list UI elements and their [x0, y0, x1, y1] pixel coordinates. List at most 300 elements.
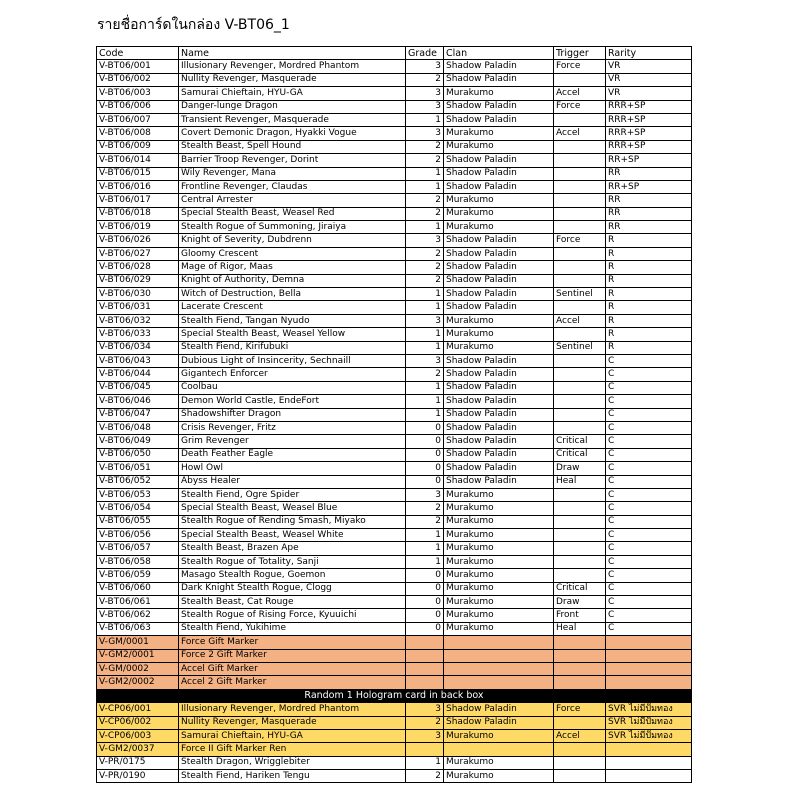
cell-name: Barrier Troop Revenger, Dorint — [179, 154, 406, 167]
cell-code: V-CP06/003 — [97, 729, 179, 742]
cell-name: Mage of Rigor, Maas — [179, 261, 406, 274]
table-row — [97, 529, 692, 542]
cell-grade: 3 — [406, 314, 444, 327]
cell-grade — [406, 743, 444, 756]
cell-grade: 2 — [406, 73, 444, 86]
cell-rarity: R — [606, 301, 692, 314]
table-row — [97, 582, 692, 595]
cell-name: Special Stealth Beast, Weasel White — [179, 529, 406, 542]
cell-clan: Shadow Paladin — [444, 154, 554, 167]
cell-name: Stealth Rogue of Rending Smash, Miyako — [179, 515, 406, 528]
cell-code: V-BT06/015 — [97, 167, 179, 180]
cell-name: Stealth Fiend, Kirifubuki — [179, 341, 406, 354]
cell-trigger — [554, 555, 606, 568]
cell-code: V-BT06/058 — [97, 555, 179, 568]
cell-grade: 2 — [406, 716, 444, 729]
cell-grade — [406, 649, 444, 662]
cell-name: Lacerate Crescent — [179, 301, 406, 314]
cell-rarity: C — [606, 542, 692, 555]
cell-grade: 2 — [406, 502, 444, 515]
cell-clan: Shadow Paladin — [444, 354, 554, 367]
table-row — [97, 408, 692, 421]
cell-rarity: C — [606, 381, 692, 394]
cell-code: V-BT06/045 — [97, 381, 179, 394]
table-row — [97, 770, 692, 783]
cell-trigger — [554, 368, 606, 381]
cell-trigger — [554, 662, 606, 675]
table-row — [97, 368, 692, 381]
table-row — [97, 622, 692, 635]
cell-trigger — [554, 180, 606, 193]
cell-rarity: C — [606, 475, 692, 488]
cell-rarity: C — [606, 555, 692, 568]
table-row — [97, 328, 692, 341]
cell-name: Dark Knight Stealth Rogue, Clogg — [179, 582, 406, 595]
cell-clan: Murakumo — [444, 127, 554, 140]
cell-trigger: Heal — [554, 622, 606, 635]
cell-name: Nullity Revenger, Masquerade — [179, 716, 406, 729]
table-row — [97, 662, 692, 675]
cell-name: Special Stealth Beast, Weasel Yellow — [179, 328, 406, 341]
cell-clan: Murakumo — [444, 582, 554, 595]
cell-clan: Murakumo — [444, 194, 554, 207]
cell-clan: Murakumo — [444, 87, 554, 100]
table-row — [97, 462, 692, 475]
cell-code: V-BT06/032 — [97, 314, 179, 327]
card-list-table — [96, 46, 692, 783]
cell-code: V-BT06/031 — [97, 301, 179, 314]
cell-trigger: Accel — [554, 314, 606, 327]
cell-rarity: RR — [606, 167, 692, 180]
cell-rarity: RRR+SP — [606, 140, 692, 153]
cell-code: V-BT06/044 — [97, 368, 179, 381]
cell-code: V-BT06/043 — [97, 354, 179, 367]
cell-clan: Murakumo — [444, 488, 554, 501]
cell-rarity: C — [606, 582, 692, 595]
table-row — [97, 87, 692, 100]
header-name: Name — [179, 47, 406, 60]
cell-clan: Shadow Paladin — [444, 73, 554, 86]
cell-trigger — [554, 381, 606, 394]
cell-trigger: Force — [554, 234, 606, 247]
cell-trigger: Force — [554, 703, 606, 716]
table-row — [97, 301, 692, 314]
cell-grade: 0 — [406, 622, 444, 635]
table-row — [97, 569, 692, 582]
table-row — [97, 743, 692, 756]
cell-clan — [444, 676, 554, 689]
cell-clan: Shadow Paladin — [444, 462, 554, 475]
cell-clan: Shadow Paladin — [444, 716, 554, 729]
cell-code: V-BT06/026 — [97, 234, 179, 247]
cell-name: Stealth Fiend, Ogre Spider — [179, 488, 406, 501]
cell-grade: 1 — [406, 341, 444, 354]
cell-code: V-BT06/051 — [97, 462, 179, 475]
cell-rarity: R — [606, 328, 692, 341]
cell-rarity: SVR ไม่มีปั๊มทอง — [606, 716, 692, 729]
cell-name: Abyss Healer — [179, 475, 406, 488]
cell-rarity — [606, 770, 692, 783]
banner-text: Random 1 Hologram card in back box — [97, 689, 692, 702]
cell-grade: 3 — [406, 100, 444, 113]
cell-clan: Murakumo — [444, 596, 554, 609]
table-row — [97, 180, 692, 193]
cell-rarity: R — [606, 274, 692, 287]
cell-rarity: R — [606, 314, 692, 327]
cell-grade: 0 — [406, 569, 444, 582]
cell-grade: 1 — [406, 529, 444, 542]
cell-code: V-BT06/053 — [97, 488, 179, 501]
cell-clan: Shadow Paladin — [444, 180, 554, 193]
cell-rarity: C — [606, 408, 692, 421]
cell-grade: 2 — [406, 154, 444, 167]
cell-rarity: RR — [606, 207, 692, 220]
cell-trigger — [554, 221, 606, 234]
cell-clan: Shadow Paladin — [444, 703, 554, 716]
cell-rarity: RR — [606, 194, 692, 207]
cell-grade: 3 — [406, 354, 444, 367]
cell-rarity: RR+SP — [606, 154, 692, 167]
cell-code: V-BT06/063 — [97, 622, 179, 635]
cell-code: V-BT06/059 — [97, 569, 179, 582]
cell-name: Samurai Chieftain, HYU-GA — [179, 87, 406, 100]
cell-name: Grim Revenger — [179, 435, 406, 448]
cell-clan: Murakumo — [444, 221, 554, 234]
cell-clan: Shadow Paladin — [444, 301, 554, 314]
cell-trigger — [554, 73, 606, 86]
cell-code: V-BT06/054 — [97, 502, 179, 515]
cell-code: V-BT06/006 — [97, 100, 179, 113]
cell-name: Stealth Fiend, Yukihime — [179, 622, 406, 635]
header-grade: Grade — [406, 47, 444, 60]
cell-trigger — [554, 488, 606, 501]
cell-rarity: C — [606, 529, 692, 542]
table-row — [97, 73, 692, 86]
table-row — [97, 113, 692, 126]
cell-code: V-BT06/057 — [97, 542, 179, 555]
cell-rarity — [606, 636, 692, 649]
cell-name: Masago Stealth Rogue, Goemon — [179, 569, 406, 582]
cell-clan: Murakumo — [444, 729, 554, 742]
cell-grade: 0 — [406, 435, 444, 448]
cell-trigger: Accel — [554, 87, 606, 100]
cell-grade: 2 — [406, 140, 444, 153]
cell-clan: Shadow Paladin — [444, 475, 554, 488]
cell-rarity — [606, 676, 692, 689]
cell-code: V-BT06/033 — [97, 328, 179, 341]
cell-grade: 3 — [406, 234, 444, 247]
cell-name: Stealth Beast, Brazen Ape — [179, 542, 406, 555]
cell-name: Stealth Rogue of Summoning, Jiraiya — [179, 221, 406, 234]
cell-clan: Murakumo — [444, 515, 554, 528]
cell-rarity — [606, 649, 692, 662]
cell-trigger — [554, 542, 606, 555]
cell-name: Illusionary Revenger, Mordred Phantom — [179, 703, 406, 716]
cell-grade: 1 — [406, 542, 444, 555]
cell-clan — [444, 662, 554, 675]
cell-rarity: RR — [606, 221, 692, 234]
cell-grade: 1 — [406, 167, 444, 180]
cell-code: V-BT06/034 — [97, 341, 179, 354]
cell-code: V-BT06/050 — [97, 448, 179, 461]
cell-name: Force Gift Marker — [179, 636, 406, 649]
cell-clan: Murakumo — [444, 341, 554, 354]
cell-grade: 2 — [406, 261, 444, 274]
cell-trigger — [554, 261, 606, 274]
cell-rarity: R — [606, 288, 692, 301]
cell-name: Wily Revenger, Mana — [179, 167, 406, 180]
cell-name: Dubious Light of Insincerity, Sechnaill — [179, 354, 406, 367]
cell-grade: 1 — [406, 288, 444, 301]
table-row — [97, 194, 692, 207]
cell-trigger — [554, 716, 606, 729]
cell-name: Shadowshifter Dragon — [179, 408, 406, 421]
cell-name: Stealth Rogue of Rising Force, Kyuuichi — [179, 609, 406, 622]
table-row — [97, 435, 692, 448]
cell-name: Illusionary Revenger, Mordred Phantom — [179, 60, 406, 73]
cell-name: Samurai Chieftain, HYU-GA — [179, 729, 406, 742]
cell-name: Transient Revenger, Masquerade — [179, 113, 406, 126]
table-row — [97, 542, 692, 555]
table-row — [97, 488, 692, 501]
cell-name: Stealth Beast, Spell Hound — [179, 140, 406, 153]
cell-name: Death Feather Eagle — [179, 448, 406, 461]
cell-code: V-BT06/061 — [97, 596, 179, 609]
cell-clan: Shadow Paladin — [444, 395, 554, 408]
table-row — [97, 676, 692, 689]
cell-code: V-GM/0002 — [97, 662, 179, 675]
cell-trigger — [554, 408, 606, 421]
cell-trigger: Critical — [554, 435, 606, 448]
cell-rarity: R — [606, 247, 692, 260]
cell-rarity: RRR+SP — [606, 113, 692, 126]
cell-code: V-PR/0175 — [97, 756, 179, 769]
header-code: Code — [97, 47, 179, 60]
cell-code: V-BT06/030 — [97, 288, 179, 301]
cell-clan: Shadow Paladin — [444, 408, 554, 421]
cell-trigger — [554, 274, 606, 287]
cell-code: V-BT06/003 — [97, 87, 179, 100]
cell-clan: Shadow Paladin — [444, 261, 554, 274]
cell-grade — [406, 636, 444, 649]
cell-grade: 0 — [406, 609, 444, 622]
cell-rarity: RRR+SP — [606, 100, 692, 113]
table-row — [97, 288, 692, 301]
cell-trigger — [554, 301, 606, 314]
cell-grade: 2 — [406, 207, 444, 220]
table-header-row — [97, 47, 692, 60]
cell-clan: Shadow Paladin — [444, 448, 554, 461]
cell-code: V-BT06/055 — [97, 515, 179, 528]
cell-code: V-PR/0190 — [97, 770, 179, 783]
cell-trigger: Heal — [554, 475, 606, 488]
cell-rarity: RR+SP — [606, 180, 692, 193]
cell-grade: 1 — [406, 301, 444, 314]
cell-grade: 0 — [406, 582, 444, 595]
cell-trigger — [554, 529, 606, 542]
table-row — [97, 475, 692, 488]
cell-rarity: SVR ไม่มีปั๊มทอง — [606, 729, 692, 742]
cell-grade — [406, 676, 444, 689]
table-row — [97, 261, 692, 274]
cell-grade: 2 — [406, 770, 444, 783]
table-row — [97, 609, 692, 622]
table-row — [97, 596, 692, 609]
cell-clan: Murakumo — [444, 502, 554, 515]
cell-name: Witch of Destruction, Bella — [179, 288, 406, 301]
cell-name: Covert Demonic Dragon, Hyakki Vogue — [179, 127, 406, 140]
table-row — [97, 247, 692, 260]
cell-trigger — [554, 207, 606, 220]
cell-rarity: VR — [606, 60, 692, 73]
cell-trigger — [554, 113, 606, 126]
cell-name: Special Stealth Beast, Weasel Red — [179, 207, 406, 220]
cell-code: V-BT06/027 — [97, 247, 179, 260]
cell-clan: Murakumo — [444, 314, 554, 327]
cell-rarity: C — [606, 515, 692, 528]
cell-name: Accel Gift Marker — [179, 662, 406, 675]
cell-trigger — [554, 515, 606, 528]
cell-trigger — [554, 569, 606, 582]
cell-code: V-BT06/028 — [97, 261, 179, 274]
table-row — [97, 716, 692, 729]
cell-rarity: C — [606, 502, 692, 515]
cell-clan: Shadow Paladin — [444, 381, 554, 394]
table-row — [97, 555, 692, 568]
cell-grade — [406, 662, 444, 675]
cell-code: V-BT06/018 — [97, 207, 179, 220]
cell-trigger — [554, 636, 606, 649]
cell-clan: Murakumo — [444, 622, 554, 635]
cell-trigger: Force — [554, 60, 606, 73]
table-row — [97, 127, 692, 140]
cell-grade: 3 — [406, 60, 444, 73]
cell-rarity: C — [606, 395, 692, 408]
cell-trigger — [554, 502, 606, 515]
cell-clan: Murakumo — [444, 569, 554, 582]
cell-code: V-BT06/047 — [97, 408, 179, 421]
cell-name: Coolbau — [179, 381, 406, 394]
cell-code: V-BT06/002 — [97, 73, 179, 86]
cell-rarity — [606, 662, 692, 675]
cell-name: Stealth Rogue of Totality, Sanji — [179, 555, 406, 568]
table-row — [97, 100, 692, 113]
cell-grade: 1 — [406, 180, 444, 193]
table-row — [97, 207, 692, 220]
cell-code: V-GM2/0002 — [97, 676, 179, 689]
cell-trigger: Sentinel — [554, 341, 606, 354]
cell-code: V-BT06/049 — [97, 435, 179, 448]
cell-clan: Shadow Paladin — [444, 368, 554, 381]
cell-clan: Shadow Paladin — [444, 274, 554, 287]
cell-trigger — [554, 354, 606, 367]
cell-clan: Shadow Paladin — [444, 288, 554, 301]
cell-trigger — [554, 743, 606, 756]
cell-grade: 0 — [406, 421, 444, 434]
cell-rarity: RRR+SP — [606, 127, 692, 140]
table-row — [97, 729, 692, 742]
cell-rarity: R — [606, 261, 692, 274]
table-row — [97, 234, 692, 247]
table-row — [97, 154, 692, 167]
cell-name: Knight of Severity, Dubdrenn — [179, 234, 406, 247]
cell-clan: Murakumo — [444, 328, 554, 341]
cell-name: Frontline Revenger, Claudas — [179, 180, 406, 193]
cell-grade: 3 — [406, 127, 444, 140]
cell-name: Crisis Revenger, Fritz — [179, 421, 406, 434]
cell-trigger: Accel — [554, 729, 606, 742]
cell-name: Howl Owl — [179, 462, 406, 475]
cell-rarity: C — [606, 622, 692, 635]
cell-name: Force 2 Gift Marker — [179, 649, 406, 662]
cell-trigger — [554, 247, 606, 260]
table-row — [97, 381, 692, 394]
cell-rarity: C — [606, 421, 692, 434]
cell-trigger — [554, 756, 606, 769]
cell-grade: 1 — [406, 555, 444, 568]
cell-trigger — [554, 194, 606, 207]
cell-code: V-BT06/060 — [97, 582, 179, 595]
cell-grade: 1 — [406, 113, 444, 126]
cell-rarity: SVR ไม่มีปั๊มทอง — [606, 703, 692, 716]
cell-code: V-BT06/048 — [97, 421, 179, 434]
table-row — [97, 649, 692, 662]
cell-clan: Shadow Paladin — [444, 167, 554, 180]
table-row — [97, 60, 692, 73]
cell-grade: 3 — [406, 729, 444, 742]
cell-name: Stealth Fiend, Tangan Nyudo — [179, 314, 406, 327]
table-row — [97, 703, 692, 716]
cell-trigger: Front — [554, 609, 606, 622]
table-row — [97, 167, 692, 180]
cell-name: Stealth Dragon, Wrigglebiter — [179, 756, 406, 769]
cell-name: Central Arrester — [179, 194, 406, 207]
table-row — [97, 341, 692, 354]
cell-rarity: VR — [606, 73, 692, 86]
cell-grade: 1 — [406, 381, 444, 394]
cell-code: V-BT06/014 — [97, 154, 179, 167]
cell-trigger — [554, 154, 606, 167]
cell-grade: 2 — [406, 368, 444, 381]
cell-code: V-GM/0001 — [97, 636, 179, 649]
table-row — [97, 354, 692, 367]
cell-trigger — [554, 328, 606, 341]
cell-code: V-CP06/002 — [97, 716, 179, 729]
cell-grade: 0 — [406, 475, 444, 488]
cell-trigger: Accel — [554, 127, 606, 140]
cell-rarity: C — [606, 488, 692, 501]
table-row — [97, 274, 692, 287]
cell-rarity: C — [606, 462, 692, 475]
cell-rarity: C — [606, 569, 692, 582]
cell-grade: 1 — [406, 408, 444, 421]
cell-clan: Murakumo — [444, 207, 554, 220]
cell-code: V-BT06/062 — [97, 609, 179, 622]
cell-clan: Murakumo — [444, 609, 554, 622]
cell-clan: Shadow Paladin — [444, 100, 554, 113]
cell-rarity — [606, 756, 692, 769]
cell-rarity: R — [606, 341, 692, 354]
cell-rarity: C — [606, 354, 692, 367]
cell-name: Danger-lunge Dragon — [179, 100, 406, 113]
table-row — [97, 448, 692, 461]
cell-trigger — [554, 676, 606, 689]
cell-grade: 2 — [406, 247, 444, 260]
cell-code: V-BT06/056 — [97, 529, 179, 542]
cell-rarity: C — [606, 596, 692, 609]
cell-clan: Murakumo — [444, 529, 554, 542]
table-row — [97, 502, 692, 515]
